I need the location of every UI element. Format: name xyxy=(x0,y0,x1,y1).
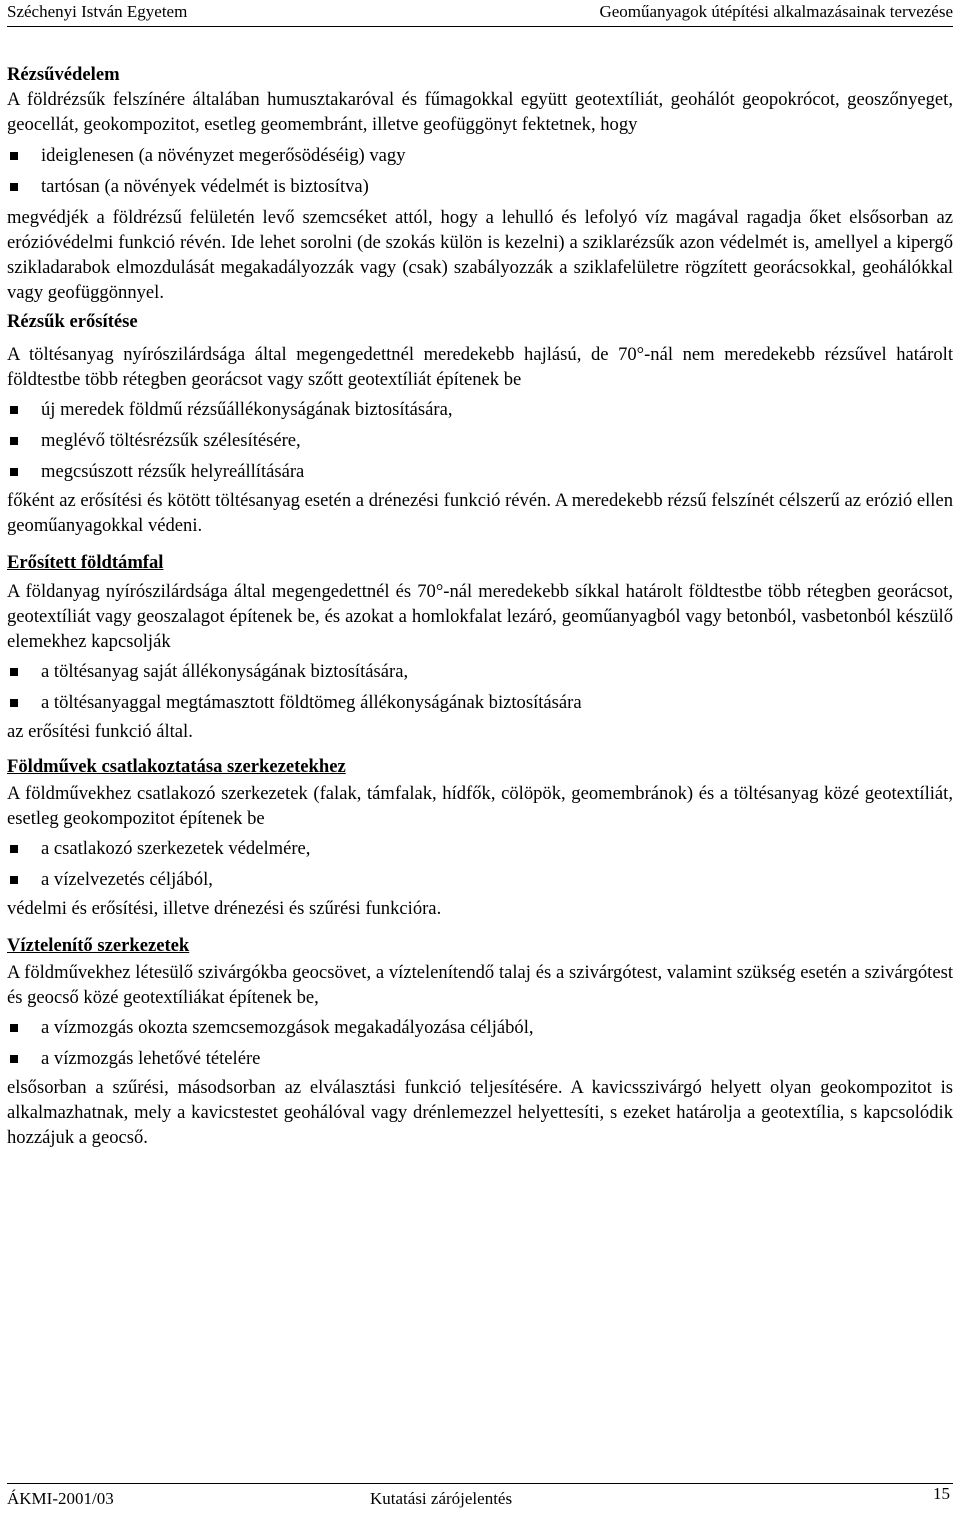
paragraph: megvédjék a földrézsű felületén levő szemcséket attól, hogy a lehulló és lefolyó víz magával ragadja őket elsősorban az erózióvédelmi funkció révén. Ide lehet sorolni (de szokás külön is kezelni) a sziklarézsűk azon védelmét is, amellyel a kipergő szikladarabok elmozdulását megakadályozzák vagy (csak) szabályozzák a sziklafelületre rögzített georácsokkal, geohálókkal vagy geofüggönnyel. xyxy=(7,207,953,303)
list-item: a vízmozgás okozta szemcsemozgások megakadályozása céljából, xyxy=(7,1015,953,1040)
list-item: meglévő töltésrézsűk szélesítésére, xyxy=(7,428,953,453)
footer-report-id: ÁKMI-2001/03 xyxy=(7,1489,114,1508)
paragraph: A földművekhez létesülő szivárgókba geocsövet, a víztelenítendő talaj és a szivárgótest, valamint szükség esetén a szivárgótest és geocső közé geotextíliákat építenek be, xyxy=(7,962,953,1008)
bullet-list xyxy=(7,397,953,484)
section-heading-viztelenito-szerkezetek: Víztelenítő szerkezetek xyxy=(7,935,190,956)
paragraph: A földművekhez csatlakozó szerkezetek (falak, támfalak, hídfők, cölöpök, geomembránok) és a töltésanyag közé geotextíliát, esetleg geokompozitot építenek be xyxy=(7,783,953,829)
paragraph: A töltésanyag nyírószilárdsága által megengedettnél meredekebb hajlású, de 70°-nál nem meredekebb rézsűvel határolt földtestbe több rétegben georácsot vagy szőtt geotextíliát építenek be xyxy=(7,344,953,390)
bullet-list xyxy=(7,836,953,892)
list-item: új meredek földmű rézsűállékonyságának biztosítására, xyxy=(7,397,953,422)
section-heading-rezsuvedelem: Rézsűvédelem xyxy=(7,64,120,85)
list-item: a vízelvezetés céljából, xyxy=(7,867,953,892)
bullet-list xyxy=(7,143,953,199)
bullet-list xyxy=(7,1015,953,1071)
list-item: a töltésanyaggal megtámasztott földtömeg állékonyságának biztosítására xyxy=(7,690,953,715)
paragraph: elsősorban a szűrési, másodsorban az elválasztási funkció teljesítésére. A kavicsszivárgó helyett olyan geokompozitot is alkalmazhatnak, mely a kavicstestet geohálóval vagy drénlemezzel helyettesíti, s ezeket határolja a geotextília, s kapcsolódik hozzájuk a geocső. xyxy=(7,1077,953,1148)
paragraph: A földanyag nyírószilárdsága által megengedettnél és 70°-nál meredekebb síkkal határolt földtestbe több rétegben georácsot, geotextíliát vagy geoszalagot építenek be, és azokat a homlokfalat lezáró, geoműanyagból vagy betonból, vasbetonból készülő elemekhez kapcsolják xyxy=(7,581,953,652)
section-heading-rezsuk-erositese: Rézsűk erősítése xyxy=(7,311,138,332)
document-body xyxy=(7,62,953,1150)
paragraph: az erősítési funkció által. xyxy=(7,721,193,742)
footer-report-title: Kutatási zárójelentés xyxy=(370,1489,513,1508)
list-item: tartósan (a növények védelmét is biztosítva) xyxy=(7,174,953,199)
paragraph: védelmi és erősítési, illetve drénezési és szűrési funkcióra. xyxy=(7,898,442,919)
list-item: a vízmozgás lehetővé tételére xyxy=(7,1046,953,1071)
section-heading-erositett-foldtamfal: Erősített földtámfal xyxy=(7,552,164,573)
list-item: ideiglenesen (a növényzet megerősödéséig) vagy xyxy=(7,143,953,168)
section-heading-foldmuvek-csatlakoztatasa: Földművek csatlakoztatása szerkezetekhez xyxy=(7,756,346,777)
bullet-list xyxy=(7,659,953,715)
list-item: a csatlakozó szerkezetek védelmére, xyxy=(7,836,953,861)
header-institution: Széchenyi István Egyetem xyxy=(7,2,188,21)
header-document-title: Geoműanyagok útépítési alkalmazásainak tervezése xyxy=(599,2,953,21)
paragraph: A földrézsűk felszínére általában humusztakaróval és fűmagokkal együtt geotextíliát, geohálót geopokrócot, geoszőnyeget, geocellát, geokompozitot, esetleg geomembránt, illetve geofüggönyt fektetnek, hogy xyxy=(7,89,953,135)
page-footer xyxy=(7,1483,953,1513)
page-number: 15 xyxy=(933,1484,950,1503)
list-item: megcsúszott rézsűk helyreállítására xyxy=(7,459,953,484)
page-header xyxy=(7,0,953,27)
paragraph: főként az erősítési és kötött töltésanyag esetén a drénezési funkció révén. A meredekebb rézsű felszínét célszerű az erózió ellen geoműanyagokkal védeni. xyxy=(7,490,953,536)
list-item: a töltésanyag saját állékonyságának biztosítására, xyxy=(7,659,953,684)
